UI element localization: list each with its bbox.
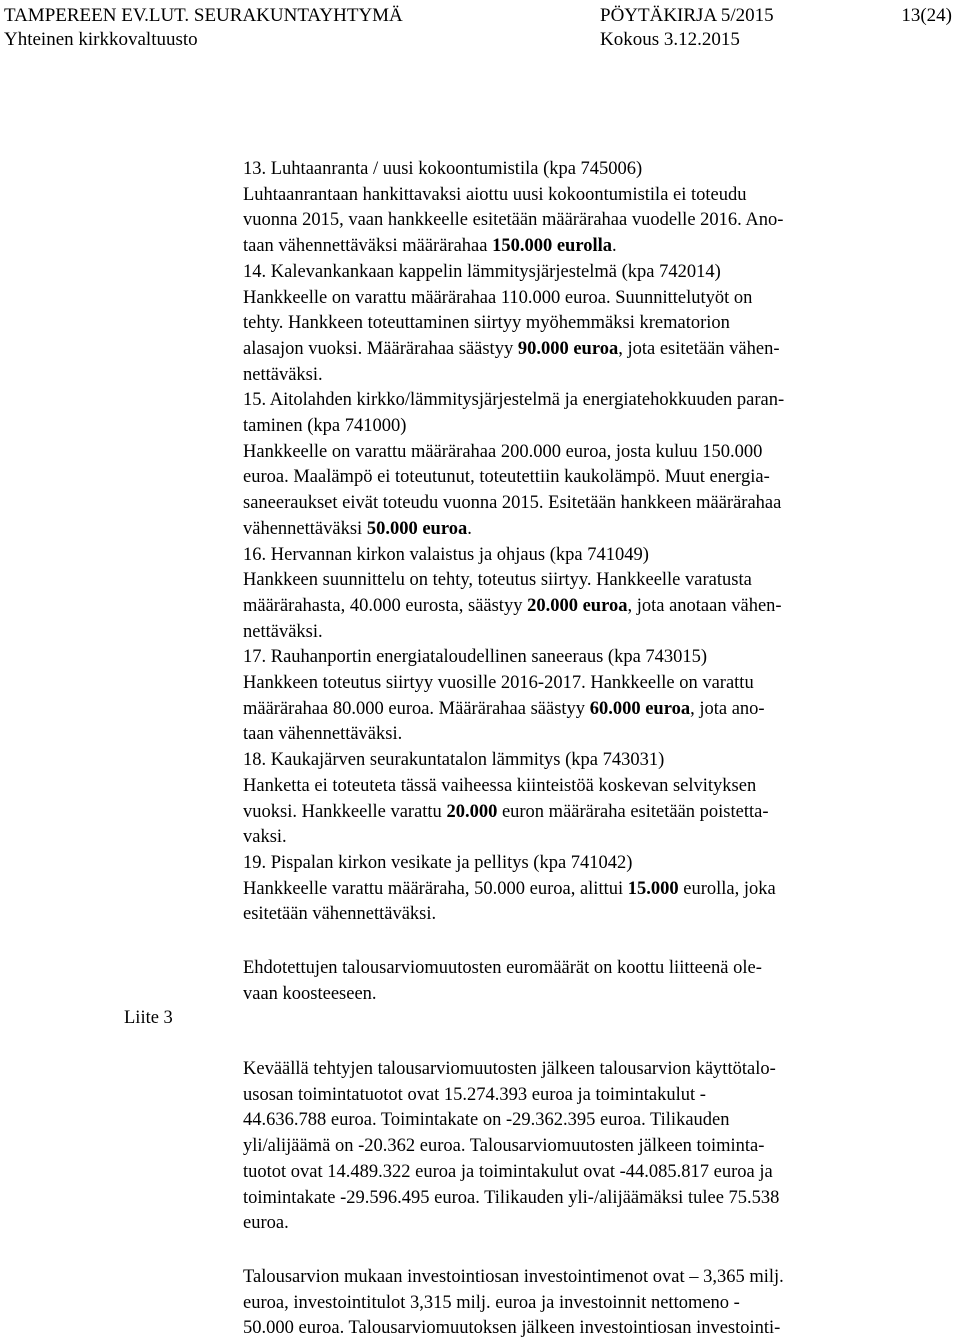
governing-body: Yhteinen kirkkovaltuusto: [4, 29, 198, 50]
page-number: 13(24): [901, 5, 952, 26]
item-13-line: vuonna 2015, vaan hankkeelle esitetään määrärahaa vuodelle 2016. Ano-: [243, 210, 784, 231]
operating-line: 44.636.788 euroa. Toimintakate on -29.362.395 euroa. Tilikauden: [243, 1110, 730, 1131]
item-15-line: vähennettäväksi 50.000 euroa.: [243, 518, 472, 539]
operating-line: Keväällä tehtyjen talousarviomuutosten jälkeen talousarvion käyttötalo-: [243, 1059, 776, 1079]
item-17-line: määrärahaa 80.000 euroa. Määrärahaa säästyy 60.000 euroa, jota ano-: [243, 698, 765, 719]
item-17-title: 17. Rauhanportin energiataloudellinen saneeraus (kpa 743015): [243, 647, 708, 668]
item-18-line: vaksi.: [243, 827, 287, 848]
operating-line: euroa.: [243, 1213, 289, 1234]
operating-paragraph: [243, 1057, 943, 1237]
item-17-line: Hankkeen toteutus siirtyy vuosille 2016-2017. Hankkeelle on varattu: [243, 673, 754, 694]
attachment-paragraph: [243, 956, 943, 1007]
organization-name: TAMPEREEN EV.LUT. SEURAKUNTAYHTYMÄ: [4, 5, 403, 26]
item-16-line: Hankkeen suunnittelu on tehty, toteutus siirtyy. Hankkeelle varatusta: [243, 570, 752, 591]
item-18-title: 18. Kaukajärven seurakuntatalon lämmitys (kpa 743031): [243, 750, 665, 771]
item-14-line: alasajon vuoksi. Määrärahaa säästyy 90.000 euroa, jota esitetään vähen-: [243, 338, 780, 359]
item-17-line: taan vähennettäväksi.: [243, 724, 403, 745]
item-15-title: 15. Aitolahden kirkko/lämmitysjärjestelmä ja energiatehokkuuden paran-: [243, 390, 785, 411]
item-15-line: euroa. Maalämpö ei toteutunut, toteutettiin kaukolämpö. Muut energia-: [243, 467, 770, 488]
item-14-line: tehty. Hankkeen toteuttaminen siirtyy myöhemmäksi krematorion: [243, 313, 730, 334]
page-header: [4, 4, 954, 52]
operating-line: tuotot ovat 14.489.322 euroa ja toimintakulut ovat -44.085.817 euroa ja: [243, 1161, 773, 1182]
item-19-line: esitetään vähennettäväksi.: [243, 904, 437, 925]
attachment-line: vaan koosteeseen.: [243, 983, 377, 1004]
item-14-line: nettäväksi.: [243, 364, 323, 385]
item-14-title: 14. Kalevankankaan kappelin lämmitysjärjestelmä (kpa 742014): [243, 261, 721, 282]
investment-paragraph: [243, 1265, 943, 1342]
item-16-title: 16. Hervannan kirkon valaistus ja ohjaus (kpa 741049): [243, 544, 649, 565]
attachment-label: Liite 3: [124, 1008, 173, 1028]
item-13-line: taan vähennettäväksi määrärahaa 150.000 eurolla.: [243, 236, 617, 257]
item-16-line: nettäväksi.: [243, 621, 323, 642]
item-18-line: vuoksi. Hankkeelle varattu 20.000 euron määräraha esitetään poistetta-: [243, 801, 769, 822]
item-18-line: Hanketta ei toteuteta tässä vaiheessa kiinteistöä koskevan selvityksen: [243, 775, 757, 796]
investment-line: euroa, investointitulot 3,315 milj. euroa ja investoinnit nettomeno -: [243, 1292, 740, 1313]
document-title: PÖYTÄKIRJA 5/2015: [600, 5, 774, 26]
investment-line: Talousarvion mukaan investointiosan investointimenot ovat – 3,365 milj.: [243, 1267, 784, 1287]
meeting-date: Kokous 3.12.2015: [600, 29, 740, 50]
attachment-line: Ehdotettujen talousarviomuutosten euromäärät on koottu liitteenä ole-: [243, 958, 762, 978]
item-14-line: Hankkeelle on varattu määrärahaa 110.000 euroa. Suunnittelutyöt on: [243, 287, 753, 308]
operating-line: yli/alijäämä on -20.362 euroa. Talousarviomuutosten jälkeen toiminta-: [243, 1136, 765, 1157]
investment-line: 50.000 euroa. Talousarviomuutoksen jälkeen investointiosan investointi-: [243, 1318, 781, 1339]
item-15-title: taminen (kpa 741000): [243, 416, 407, 437]
item-15-line: saneeraukset eivät toteudu vuonna 2015. Esitetään hankkeen määrärahaa: [243, 493, 782, 514]
item-15-line: Hankkeelle on varattu määrärahaa 200.000 euroa, josta kuluu 150.000: [243, 441, 763, 462]
project-list: [243, 157, 933, 928]
item-19-title: 19. Pispalan kirkon vesikate ja pellitys (kpa 741042): [243, 852, 633, 873]
item-19-line: Hankkeelle varattu määräraha, 50.000 euroa, alittui 15.000 eurolla, joka: [243, 878, 776, 899]
item-13-title: 13. Luhtaanranta / uusi kokoontumistila (kpa 745006): [243, 159, 643, 179]
item-16-line: määrärahasta, 40.000 eurosta, säästyy 20.000 euroa, jota anotaan vähen-: [243, 595, 782, 616]
item-13-line: Luhtaanrantaan hankittavaksi aiottu uusi kokoontumistila ei toteudu: [243, 184, 747, 205]
operating-line: toimintakate -29.596.495 euroa. Tilikauden yli-/alijäämäksi tulee 75.538: [243, 1187, 780, 1208]
operating-line: usosan toimintatuotot ovat 15.274.393 euroa ja toimintakulut -: [243, 1084, 706, 1105]
